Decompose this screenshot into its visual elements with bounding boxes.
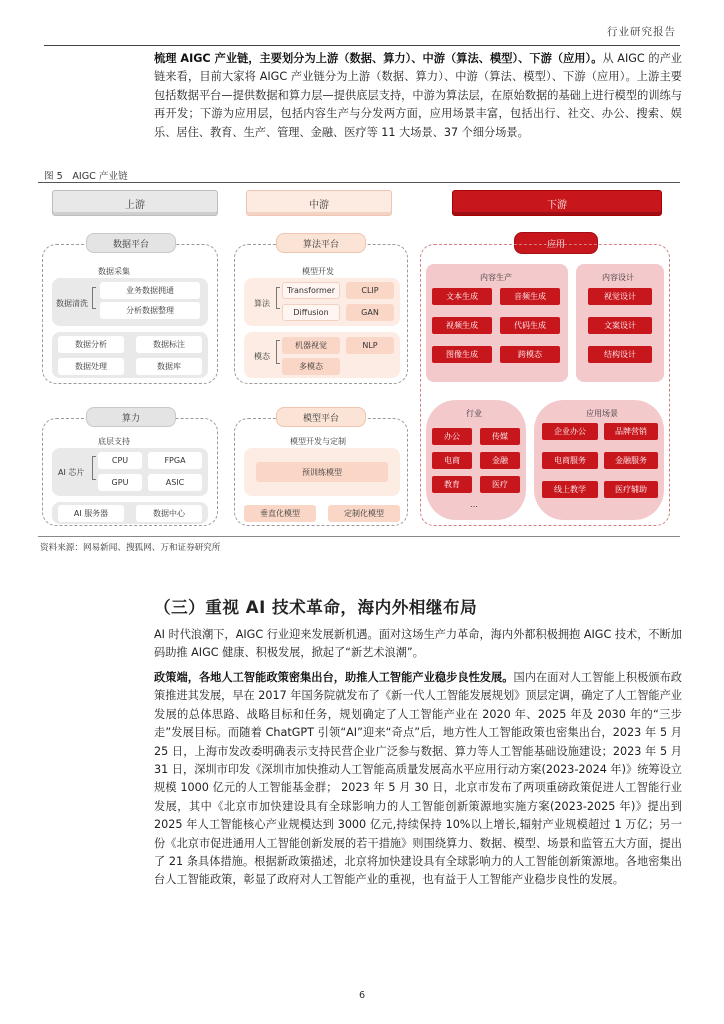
algorithm-box: CLIP [346,282,394,299]
scenario-box: 线上教学 [542,481,598,498]
tier-upstream: 上游 [52,190,218,216]
algorithm-box: Transformer [282,282,340,299]
data-op-box: 数据库 [136,358,202,375]
ai-chip-label: AI 芯片 [58,468,85,477]
content-design-box: 文案设计 [588,317,652,334]
scenario-box: 品牌营销 [604,423,658,440]
intro-bold-lead: 梳理 AIGC 产业链，主要划分为上游（数据、算力）、中游（算法、模型）、下游（应用）。 [154,52,603,65]
content-gen-box: 图像生成 [432,346,492,363]
scenario-box: 企业办公 [542,423,598,440]
tier-downstream: 下游 [452,190,662,216]
vertical-model-box: 垂直化模型 [244,505,316,522]
content-generation-title: 内容生产 [480,273,512,282]
figure-top-rule [38,182,680,183]
intro-paragraph [154,50,682,142]
data-op-box: 数据标注 [136,336,202,353]
modality-box: NLP [346,337,394,354]
content-gen-box: 视频生成 [432,317,492,334]
policy-text: 国内在面对人工智能上积极颁布政策推进其发展，早在 2017 年国务院就发布了《新一代人工智能发展规划》顶层定调，确定了人工智能产业发展的总体思路、战略目标和任务，规划确定了人工智能产业在 2020 年、2025 年及 2030 年的“三步走”发展目标。而随着 ChatGPT 引领“AI”迎来“奇点”后，地方性人工智能政策也密集出台，2023 年 5 月 25 日，上海市发改委明确表示支持民营企业广泛参与数据、算力等人工智能基础设施建设；2023 年 5 月 31 日，深圳市印发《深圳市加快推动人工智能高质量发展高水平应用行动方案(2023-2024 年)》统筹设立规模 1000 亿元的人工智能基金群； 2023 年 5 月 30 日，北京市发布了两项重磅政策促进人工智能行业发展，其中《北京市加快建设具有全球影响力的人工智能创新策源地实施方案(2023-2025 年)》提出到 2025 年人工智能核心产业规模达到 3000 亿元,持续保持 10%以上增长,辐射产业规模超过 1 万亿；另一份《北京市促进通用人工智能创新发展的若干措施》则围绕算力、数据、模型、场景和监管五大方面，提出了 21 条具体措施。根据新政策描述，北京将加快建设具有全球影响力的人工智能创新策源地。各地密集出台人工智能政策，彰显了政府对人工智能产业的重视，也有益于人工智能产业稳步良性的发展。 [154,671,682,887]
modality-label: 模态 [254,352,270,361]
chip-box: GPU [98,474,142,491]
industry-box: 金融 [480,452,520,469]
bracket [276,340,280,364]
pretrained-box: 预训练模型 [256,462,388,482]
data-cleaning-label: 数据清洗 [56,299,88,308]
base-support-label: 底层支持 [98,437,130,446]
section-paragraph-2 [154,669,682,890]
content-design-title: 内容设计 [602,273,634,282]
intro-text: 从 AIGC 的产业链来看，目前大家将 AIGC 产业链分为上游（数据、算力）、中游（算法、模型）、下游（应用）。上游主要包括数据平台—提供数据和算力层—提供底层支持，中游为算法层，在原始数据的基础上进行模型的训练与再开发；下游为应用层，包括内容生产与分发两方面，应用场景丰富，包括出行、社交、办公、搜索、娱乐、居住、教育、生产、管理、金融、医疗等 11 大场景、37 个细分场景。 [154,52,682,139]
chip-box: FPGA [148,452,202,469]
industry-title: 行业 [466,409,482,418]
chip-box: CPU [98,452,142,469]
bracket [92,287,96,309]
scenario-box: 医疗辅助 [604,481,658,498]
data-collection-label: 数据采集 [98,267,130,276]
algorithm-box: GAN [346,304,394,321]
industry-box: 教育 [432,476,472,493]
algorithm-platform-title: 算法平台 [276,233,366,253]
algorithm-label: 算法 [254,299,270,308]
modality-box: 机器视觉 [282,337,340,354]
page-header-label: 行业研究报告 [607,26,676,38]
infra-box: AI 服务器 [58,505,124,522]
content-design-box: 视觉设计 [588,288,652,305]
content-design-box: 结构设计 [588,346,652,363]
section-paragraph-1: AI 时代浪潮下，AIGC 行业迎来发展新机遇。面对这场生产力革命，海内外都积极拥抱 AIGC 技术，不断加码助推 AIGC 健康、积极发展，掀起了“新艺术浪潮”。 [154,628,682,660]
custom-model-box: 定制化模型 [328,505,400,522]
compute-title: 算力 [86,407,176,427]
content-gen-box: 跨模态 [500,346,560,363]
data-op-box: 数据处理 [58,358,124,375]
scenario-box: 金融服务 [604,452,658,469]
figure-title: 图 5 AIGC 产业链 [44,171,128,182]
bracket [92,456,96,480]
scenarios-title: 应用场景 [586,409,618,418]
industry-box: 医疗 [480,476,520,493]
figure-source: 资料来源：网易新闻、搜狐网、万和证券研究所 [40,543,221,553]
content-gen-box: 代码生成 [500,317,560,334]
applications-title: 应用 [514,232,598,254]
content-gen-box: 文本生成 [432,288,492,305]
tier-midstream: 中游 [246,190,392,216]
bracket [276,287,280,309]
scenario-box: 电商服务 [542,452,598,469]
figure-bottom-rule [38,536,680,537]
algorithm-box: Diffusion [282,304,340,321]
industry-box: 电商 [432,452,472,469]
industry-box: 传媒 [480,428,520,445]
aigc-industry-chain-diagram [40,186,680,531]
modality-box: 多模态 [282,358,340,375]
policy-bold-lead: 政策端，各地人工智能政策密集出台，助推人工智能产业稳步良性发展。 [154,671,514,684]
industry-box: 办公 [432,428,472,445]
model-platform-title: 模型平台 [276,407,366,427]
section-heading: （三）重视 AI 技术革命，海内外相继布局 [154,598,478,617]
infra-box: 数据中心 [136,505,202,522]
dev-custom-label: 模型开发与定制 [290,437,346,446]
data-item-box: 业务数据拥通 [100,282,200,299]
industry-more: … [470,500,478,509]
data-platform-title: 数据平台 [86,233,176,253]
content-gen-box: 音频生成 [500,288,560,305]
model-dev-label: 模型开发 [302,267,334,276]
header-rule [44,45,680,46]
page-number: 6 [358,990,366,1001]
data-op-box: 数据分析 [58,336,124,353]
chip-box: ASIC [148,474,202,491]
data-item-box: 分析数据整理 [100,302,200,319]
